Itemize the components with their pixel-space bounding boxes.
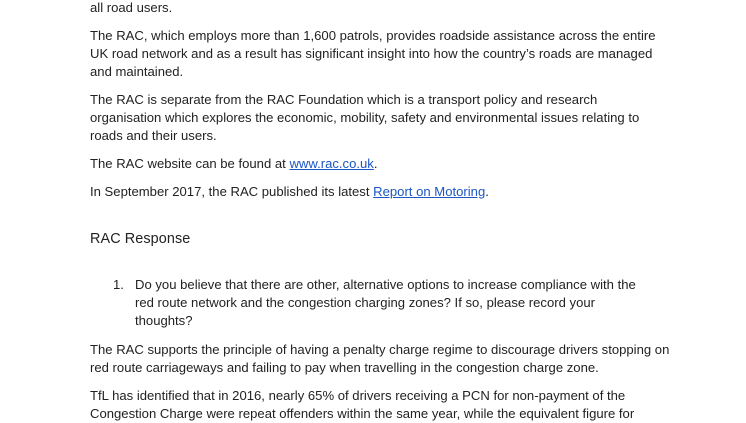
section-heading: RAC Response [90, 231, 191, 247]
paragraph-report-on-motoring [90, 183, 670, 201]
report-on-motoring-link[interactable]: Report on Motoring [373, 184, 486, 199]
report-text: In September 2017, the RAC published its latest [90, 184, 374, 199]
website-text: The RAC website can be found at [90, 156, 290, 171]
paragraph-tfl-statistics: TfL has identified that in 2016, nearly 65% of drivers receiving a PCN for non-payment of the Congestion Charge were repeat offenders within the same year, while the equivalent figure for [90, 388, 635, 421]
paragraph-rac-patrols: The RAC, which employs more than 1,600 patrols, provides roadside assistance across the entire UK road network and as a result has significant insight into how the country’s roads are managed and maintained. [90, 28, 656, 79]
rac-website-link[interactable]: www.rac.co.uk [289, 156, 374, 171]
paragraph-rac-website [90, 155, 670, 173]
paragraph-intro-end: all road users. [90, 0, 173, 15]
question-number: 1. [113, 277, 124, 292]
paragraph-rac-foundation: The RAC is separate from the RAC Foundation which is a transport policy and research organisation which explores the economic, mobility, safety and environmental issues relating to roads and their users. [90, 92, 640, 143]
website-suffix: . [373, 156, 378, 171]
question-text: Do you believe that there are other, alternative options to increase compliance with the red route network and the congestion charging zones? If so, please record your thoughts? [135, 277, 636, 328]
paragraph-penalty-regime: The RAC supports the principle of having a penalty charge regime to discourage drivers stopping on red route carriageways and failing to pay when travelling in the congestion charge zone. [90, 342, 670, 375]
report-suffix: . [485, 184, 489, 199]
